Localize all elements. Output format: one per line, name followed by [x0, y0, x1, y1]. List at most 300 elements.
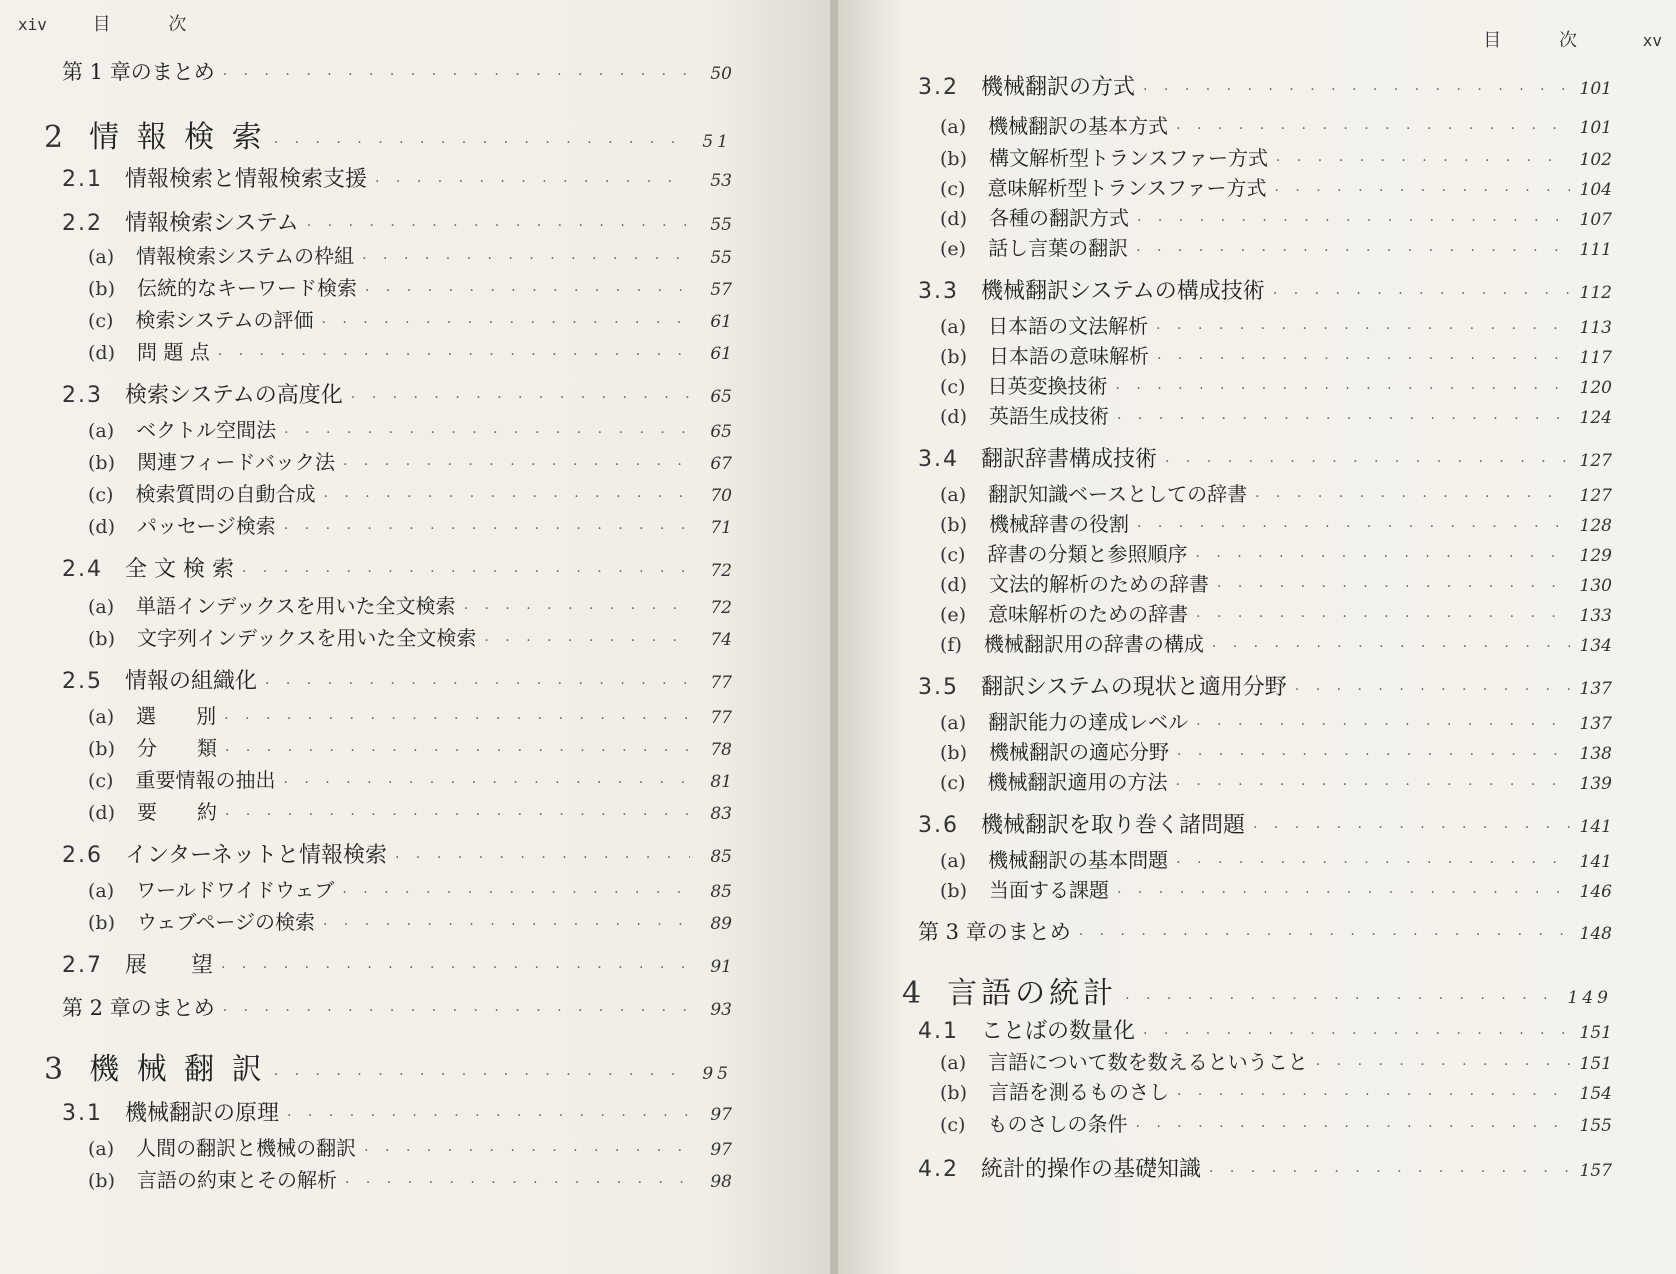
toc-entry-sub [88, 510, 732, 539]
toc-entry-page-number: 146 [1579, 882, 1612, 902]
toc-entry-page-number: 151 [1579, 1054, 1612, 1074]
toc-entry-number: 3.1 [62, 1101, 103, 1126]
toc-entry-sub [88, 336, 732, 365]
toc-leader-dots [307, 218, 690, 234]
toc-entry-page-number: 93 [710, 1000, 732, 1020]
toc-entry-page-number: 85 [710, 882, 732, 902]
toc-entry-number: (a) [88, 880, 115, 902]
toc-entry-title: 構文解析型トランスファー方式 [989, 146, 1268, 170]
toc-entry-page-number: 104 [1579, 180, 1612, 200]
toc-entry-title: 選 別 [136, 704, 217, 728]
toc-entry-number: (d) [940, 208, 967, 230]
toc-entry-number: 2.1 [62, 167, 103, 192]
toc-entry-sub [88, 478, 732, 507]
toc-leader-dots [1196, 609, 1570, 625]
toc-entry-number: 2.3 [62, 383, 103, 408]
toc-leader-dots [225, 807, 690, 823]
toc-entry-summary [62, 992, 732, 1022]
toc-leader-dots [351, 390, 690, 406]
toc-entry-title: 検索システムの評価 [135, 308, 314, 332]
toc-entry-page-number: 53 [710, 171, 732, 191]
toc-entry-title: 日本語の意味解析 [989, 344, 1149, 368]
toc-entry-section [62, 206, 732, 237]
toc-entry-section [62, 162, 732, 193]
toc-entry-title: 第 3 章のまとめ [918, 920, 1071, 944]
toc-entry-page-number: 72 [710, 561, 732, 581]
toc-entry-page-number: 120 [1579, 378, 1612, 398]
toc-leader-dots [1175, 777, 1570, 793]
toc-entry-section [918, 442, 1612, 473]
toc-entry-page-number: 107 [1579, 210, 1612, 230]
toc-leader-dots [1276, 153, 1570, 169]
toc-leader-dots [1273, 286, 1570, 302]
toc-entry-page-number: 137 [1579, 714, 1612, 734]
toc-entry-page-number: 67 [710, 454, 732, 474]
toc-entry-sub [940, 874, 1612, 903]
toc-entry-page-number: 57 [710, 280, 732, 300]
toc-entry-section [62, 552, 732, 583]
toc-entry-page-number: 55 [710, 248, 732, 268]
toc-entry-number: (a) [88, 246, 115, 268]
toc-entry-section [62, 1096, 732, 1127]
toc-entry-title: 伝統的なキーワード検索 [137, 276, 357, 300]
toc-leader-dots [1212, 639, 1570, 655]
toc-entry-number: 2 [44, 120, 68, 155]
toc-leader-dots [1117, 411, 1570, 427]
toc-leader-dots [1136, 243, 1570, 259]
toc-leader-dots [342, 885, 690, 901]
toc-entry-page-number: 155 [1579, 1116, 1612, 1136]
toc-leader-dots [1255, 489, 1570, 505]
toc-entry-number: (d) [88, 516, 115, 538]
toc-entry-number: (c) [88, 484, 114, 506]
toc-entry-title: 問 題 点 [137, 340, 210, 364]
toc-entry-title: 翻訳システムの現状と適用分野 [981, 675, 1287, 700]
toc-leader-dots [1177, 1087, 1570, 1103]
toc-entry-title: ものさしの条件 [987, 1112, 1128, 1136]
toc-entry-number: (a) [88, 706, 115, 728]
toc-leader-dots [323, 917, 690, 933]
toc-entry-page-number: 81 [710, 772, 732, 792]
toc-entry-page-number: 97 [710, 1105, 732, 1125]
toc-entry-title: 情報検索システムの枠組 [136, 244, 355, 268]
toc-leader-dots [395, 850, 690, 866]
toc-entry-number: (b) [940, 1082, 967, 1104]
toc-entry-number: 3.4 [918, 447, 959, 472]
toc-entry-page-number: 51 [702, 132, 732, 152]
toc-entry-title: 機械翻訳の原理 [125, 1101, 280, 1126]
toc-entry-number: (d) [88, 342, 115, 364]
left-page-number: xiv [18, 15, 47, 34]
toc-entry-sub [88, 304, 732, 333]
toc-entry-number: (c) [940, 544, 966, 566]
toc-entry-sub [88, 240, 732, 269]
toc-entry-sub [88, 1164, 732, 1193]
toc-entry-sub [940, 340, 1612, 369]
toc-entry-sub [88, 590, 732, 619]
toc-entry-number: 3.6 [918, 813, 959, 838]
toc-entry-title: 辞書の分類と参照順序 [987, 542, 1188, 566]
toc-leader-dots [323, 489, 690, 505]
left-page [0, 0, 832, 1274]
left-page-header [18, 10, 212, 36]
toc-leader-dots [224, 711, 690, 727]
toc-leader-dots [218, 347, 690, 363]
toc-leader-dots [274, 1067, 690, 1083]
toc-entry-page-number: 61 [710, 344, 732, 364]
toc-leader-dots [375, 174, 690, 190]
toc-entry-page-number: 141 [1579, 852, 1612, 872]
toc-entry-number: 4 [902, 976, 926, 1011]
toc-entry-title: 翻訳辞書構成技術 [981, 447, 1158, 472]
toc-leader-dots [284, 425, 690, 441]
toc-leader-dots [1157, 351, 1570, 367]
toc-entry-section [62, 838, 732, 869]
toc-entry-number: 4.1 [918, 1019, 959, 1044]
toc-entry-chapter [44, 112, 732, 156]
toc-entry-title: 機械翻訳の適応分野 [989, 740, 1169, 764]
toc-entry-number: 2.5 [62, 669, 103, 694]
toc-entry-number: (b) [88, 738, 115, 760]
toc-entry-title: 情 報 検 索 [89, 120, 266, 155]
toc-entry-sub [88, 796, 732, 825]
toc-entry-sub [940, 1108, 1612, 1137]
toc-leader-dots [1274, 183, 1570, 199]
toc-entry-sub [940, 400, 1612, 429]
toc-entry-number: (b) [940, 148, 967, 170]
toc-entry-title: インターネットと情報検索 [125, 843, 388, 868]
toc-entry-page-number: 85 [710, 847, 732, 867]
toc-entry-sub [88, 874, 732, 903]
toc-entry-number: (c) [940, 1114, 966, 1136]
toc-entry-page-number: 112 [1579, 283, 1612, 303]
toc-entry-section [62, 664, 732, 695]
toc-entry-title: ことばの数量化 [981, 1019, 1136, 1044]
toc-entry-page-number: 91 [710, 957, 732, 977]
toc-entry-page-number: 157 [1579, 1161, 1612, 1181]
toc-entry-title: 機械辞書の役割 [989, 512, 1129, 536]
toc-entry-title: 分 類 [137, 736, 217, 760]
toc-entry-sub [940, 310, 1612, 339]
toc-leader-dots [221, 960, 690, 976]
toc-entry-sub [940, 110, 1612, 139]
toc-leader-dots [223, 1003, 690, 1019]
toc-entry-section [62, 378, 732, 409]
toc-leader-dots [1137, 519, 1570, 535]
toc-entry-title: 英語生成技術 [989, 404, 1109, 428]
toc-entry-page-number: 55 [710, 215, 732, 235]
toc-entry-title: 第 2 章のまとめ [62, 996, 215, 1020]
toc-entry-number: (b) [940, 514, 967, 536]
toc-entry-title: 全 文 検 索 [125, 557, 234, 582]
toc-entry-number: (f) [940, 634, 962, 656]
toc-entry-page-number: 95 [702, 1064, 732, 1084]
toc-entry-title: 情報検索と情報検索支援 [125, 167, 368, 192]
toc-entry-page-number: 78 [710, 740, 732, 760]
toc-entry-page-number: 149 [1567, 988, 1612, 1008]
toc-entry-sub [940, 736, 1612, 765]
toc-entry-sub [940, 628, 1612, 657]
toc-entry-title: 関連フィードバック法 [137, 450, 335, 474]
toc-entry-section [918, 1014, 1612, 1045]
toc-leader-dots [321, 315, 690, 331]
toc-entry-title: 機械翻訳を取り巻く諸問題 [981, 813, 1246, 838]
toc-leader-dots [1079, 927, 1570, 943]
toc-entry-section [918, 274, 1612, 305]
toc-leader-dots [1177, 747, 1570, 763]
toc-entry-title: 翻訳知識ベースとしての辞書 [988, 482, 1248, 506]
toc-entry-number: (c) [940, 178, 966, 200]
toc-entry-number: (c) [88, 770, 114, 792]
toc-leader-dots [1117, 885, 1570, 901]
toc-entry-number: (a) [940, 712, 967, 734]
toc-leader-dots [362, 251, 690, 267]
toc-entry-title: 話し言葉の翻訳 [988, 236, 1129, 260]
toc-entry-section [918, 1152, 1612, 1183]
toc-entry-number: 3.3 [918, 279, 959, 304]
toc-entry-page-number: 138 [1579, 744, 1612, 764]
toc-entry-page-number: 74 [710, 630, 732, 650]
toc-entry-title: 日英変換技術 [987, 374, 1108, 398]
toc-entry-page-number: 130 [1579, 576, 1612, 596]
toc-entry-number: (b) [88, 278, 115, 300]
toc-entry-number: (b) [940, 346, 967, 368]
toc-entry-title: 人間の翻訳と機械の翻訳 [136, 1136, 357, 1160]
toc-entry-page-number: 97 [710, 1140, 732, 1160]
toc-leader-dots [1125, 991, 1559, 1007]
toc-entry-number: 3.2 [918, 75, 959, 100]
toc-entry-sub [940, 232, 1612, 261]
toc-entry-number: 3 [44, 1052, 68, 1087]
toc-entry-sub [940, 844, 1612, 873]
toc-entry-page-number: 77 [710, 708, 732, 728]
toc-leader-dots [1195, 549, 1570, 565]
toc-leader-dots [265, 676, 690, 692]
toc-entry-page-number: 70 [710, 486, 732, 506]
toc-entry-sub [88, 622, 732, 651]
toc-leader-dots [343, 457, 690, 473]
toc-leader-dots [225, 743, 690, 759]
toc-leader-dots [1156, 321, 1570, 337]
toc-entry-sub [88, 906, 732, 935]
toc-entry-number: (a) [940, 316, 967, 338]
right-page-header [1483, 26, 1662, 52]
toc-entry-title: 検索質問の自動合成 [135, 482, 316, 506]
toc-entry-sub [88, 1132, 732, 1161]
toc-entry-page-number: 127 [1579, 486, 1612, 506]
toc-entry-page-number: 111 [1579, 240, 1612, 260]
toc-leader-dots [1115, 381, 1570, 397]
toc-entry-section [62, 948, 732, 979]
toc-entry-page-number: 65 [710, 422, 732, 442]
toc-leader-dots [1143, 1026, 1570, 1042]
toc-entry-number: (a) [940, 1052, 967, 1074]
toc-leader-dots [1135, 1119, 1570, 1135]
toc-entry-title: ウェブページの検索 [137, 910, 315, 934]
toc-leader-dots [365, 283, 690, 299]
toc-entry-sub [940, 370, 1612, 399]
right-page-running-title: 目 次 [1483, 30, 1603, 51]
toc-entry-title: 言語を測るものさし [989, 1080, 1169, 1104]
toc-entry-section [918, 70, 1612, 101]
toc-entry-page-number: 113 [1579, 318, 1612, 338]
toc-entry-number: (d) [88, 802, 115, 824]
toc-entry-sub [940, 478, 1612, 507]
toc-entry-title: 当面する課題 [989, 878, 1109, 902]
toc-entry-title: 言語の統計 [947, 976, 1118, 1011]
toc-entry-chapter [902, 968, 1612, 1012]
toc-entry-title: 言語の約束とその解析 [137, 1168, 337, 1192]
toc-entry-page-number: 101 [1579, 79, 1612, 99]
toc-entry-page-number: 101 [1579, 118, 1612, 138]
toc-entry-number: (b) [88, 912, 115, 934]
toc-entry-page-number: 71 [710, 518, 732, 538]
toc-entry-title: 意味解析のための辞書 [988, 602, 1189, 626]
toc-entry-page-number: 134 [1579, 636, 1612, 656]
toc-entry-page-number: 129 [1579, 546, 1612, 566]
toc-entry-sub [88, 414, 732, 443]
toc-entry-page-number: 117 [1579, 348, 1612, 368]
toc-entry-title: 翻訳能力の達成レベル [988, 710, 1189, 734]
toc-entry-number: 2.2 [62, 211, 103, 236]
toc-entry-number: (a) [88, 1138, 115, 1160]
toc-entry-title: 要 約 [137, 800, 217, 824]
toc-leader-dots [274, 135, 690, 151]
toc-entry-page-number: 141 [1579, 817, 1612, 837]
toc-entry-sub [88, 764, 732, 793]
toc-entry-number: 2.4 [62, 557, 103, 582]
toc-entry-title: 機械翻訳の基本方式 [988, 114, 1169, 138]
toc-entry-title: 情報検索システム [125, 211, 299, 236]
toc-entry-section [918, 808, 1612, 839]
toc-leader-dots [287, 1108, 690, 1124]
toc-leader-dots [284, 521, 690, 537]
toc-entry-page-number: 148 [1579, 924, 1612, 944]
toc-entry-sub [940, 142, 1612, 171]
toc-entry-page-number: 154 [1579, 1084, 1612, 1104]
toc-entry-sub [940, 1046, 1612, 1075]
toc-leader-dots [242, 564, 690, 580]
toc-entry-number: (c) [88, 310, 114, 332]
toc-entry-title: 検索システムの高度化 [125, 383, 343, 408]
toc-leader-dots [1176, 855, 1570, 871]
toc-entry-number: (b) [940, 880, 967, 902]
toc-entry-title: 機械翻訳の方式 [981, 75, 1136, 100]
toc-entry-page-number: 137 [1579, 679, 1612, 699]
toc-entry-chapter [44, 1044, 732, 1088]
toc-leader-dots [1295, 682, 1570, 698]
toc-entry-title: 文字列インデックスを用いた全文検索 [137, 626, 477, 650]
toc-entry-page-number: 77 [710, 673, 732, 693]
toc-entry-summary [918, 916, 1612, 946]
toc-leader-dots [283, 775, 690, 791]
toc-leader-dots [464, 601, 690, 617]
right-page-number: xv [1642, 31, 1662, 50]
toc-entry-sub [88, 700, 732, 729]
toc-entry-sub [88, 732, 732, 761]
toc-entry-title: 意味解析型トランスファー方式 [987, 176, 1267, 200]
toc-leader-dots [223, 67, 690, 83]
toc-entry-page-number: 124 [1579, 408, 1612, 428]
toc-entry-sub [940, 1076, 1612, 1105]
toc-leader-dots [1196, 717, 1570, 733]
left-page-running-title: 目 次 [92, 14, 213, 35]
toc-entry-title: 文法的解析のための辞書 [989, 572, 1209, 596]
toc-entry-sub [940, 172, 1612, 201]
toc-entry-title: 第 1 章のまとめ [62, 60, 215, 84]
toc-entry-section [918, 670, 1612, 701]
toc-entry-title: 展 望 [125, 953, 214, 978]
toc-entry-number: (b) [88, 628, 115, 650]
toc-entry-title: 機械翻訳適用の方法 [987, 770, 1168, 794]
toc-entry-page-number: 89 [710, 914, 732, 934]
toc-entry-number: (b) [88, 452, 115, 474]
toc-entry-number: (b) [88, 1170, 115, 1192]
toc-entry-number: (d) [940, 574, 967, 596]
toc-leader-dots [1176, 121, 1570, 137]
toc-entry-number: (c) [940, 376, 966, 398]
toc-entry-title: ベクトル空間法 [136, 418, 277, 442]
toc-entry-number: (a) [940, 484, 967, 506]
toc-leader-dots [1165, 454, 1570, 470]
toc-entry-title: 機械翻訳の基本問題 [988, 848, 1169, 872]
toc-entry-title: パッセージ検索 [137, 514, 276, 538]
toc-entry-title: 単語インデックスを用いた全文検索 [136, 594, 456, 618]
toc-leader-dots [1143, 82, 1570, 98]
toc-entry-number: (a) [88, 420, 115, 442]
toc-entry-title: 機械翻訳システムの構成技術 [981, 279, 1265, 304]
toc-entry-sub [940, 508, 1612, 537]
toc-leader-dots [1137, 213, 1570, 229]
toc-entry-number: 2.7 [62, 953, 103, 978]
toc-entry-page-number: 139 [1579, 774, 1612, 794]
toc-entry-title: 日本語の文法解析 [988, 314, 1149, 338]
toc-leader-dots [1217, 579, 1570, 595]
toc-entry-page-number: 65 [710, 387, 732, 407]
toc-entry-sub [88, 446, 732, 475]
toc-entry-page-number: 133 [1579, 606, 1612, 626]
right-page [838, 0, 1676, 1274]
toc-entry-page-number: 72 [710, 598, 732, 618]
toc-leader-dots [1253, 820, 1570, 836]
toc-entry-number: (e) [940, 604, 967, 626]
toc-entry-number: (a) [940, 850, 967, 872]
toc-entry-title: 言語について数を数えるということ [988, 1050, 1308, 1074]
toc-entry-page-number: 128 [1579, 516, 1612, 536]
toc-entry-number: 3.5 [918, 675, 959, 700]
toc-entry-number: 4.2 [918, 1157, 959, 1182]
toc-leader-dots [1316, 1057, 1570, 1073]
toc-entry-page-number: 50 [710, 64, 732, 84]
toc-entry-title: 統計的操作の基礎知識 [981, 1157, 1202, 1182]
toc-entry-number: (b) [940, 742, 967, 764]
toc-entry-sub [940, 706, 1612, 735]
toc-entry-title: 機械翻訳用の辞書の構成 [983, 632, 1204, 656]
toc-entry-page-number: 98 [710, 1172, 732, 1192]
toc-leader-dots [484, 633, 690, 649]
toc-entry-number: (e) [940, 238, 967, 260]
toc-entry-sub [940, 568, 1612, 597]
toc-entry-title: 重要情報の抽出 [135, 768, 276, 792]
toc-entry-page-number: 102 [1579, 150, 1612, 170]
toc-leader-dots [364, 1143, 690, 1159]
toc-entry-page-number: 127 [1579, 451, 1612, 471]
toc-leader-dots [345, 1175, 690, 1191]
toc-entry-title: 各種の翻訳方式 [989, 206, 1129, 230]
toc-entry-number: (c) [940, 772, 966, 794]
toc-entry-number: (d) [940, 406, 967, 428]
toc-entry-number: (a) [88, 596, 115, 618]
